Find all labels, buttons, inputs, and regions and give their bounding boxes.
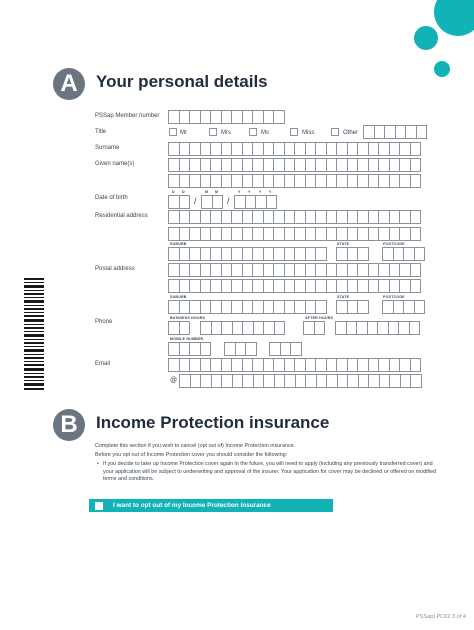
section-b-title: Income Protection insurance	[96, 413, 330, 432]
mobile-number-caption: MOBILE NUMBER	[170, 337, 204, 341]
member-number-input[interactable]	[168, 110, 285, 124]
residential-label: Residential address	[95, 213, 148, 219]
email-input-2[interactable]	[179, 374, 422, 388]
phone-after-number-input[interactable]	[335, 321, 420, 335]
dob-day-input[interactable]	[168, 195, 190, 209]
email-at-symbol: @	[170, 377, 178, 384]
section-b-bullet-mark: •	[97, 461, 99, 467]
dob-month-input[interactable]	[201, 195, 223, 209]
residential-line-2[interactable]	[168, 227, 421, 241]
opt-out-checkbox[interactable]	[95, 502, 103, 510]
title-ms-checkbox[interactable]	[249, 128, 257, 136]
member-number-label: PSSap Member number	[95, 113, 160, 119]
residential-state-caption: STATE	[337, 242, 350, 246]
postal-suburb-caption: SUBURB	[170, 295, 187, 299]
business-hours-caption: BUSINESS HOURS	[170, 316, 206, 320]
residential-line-1[interactable]	[168, 210, 421, 224]
dob-letter-d1: D	[172, 190, 175, 194]
phone-mobile-prefix-input[interactable]	[168, 342, 211, 356]
title-other-label: Other	[343, 130, 359, 136]
phone-mobile-mid-input[interactable]	[224, 342, 257, 356]
dob-separator-1: /	[194, 196, 197, 206]
title-other-checkbox[interactable]	[331, 128, 339, 136]
title-mr-label: Mr	[180, 130, 187, 136]
title-ms-label: Ms	[261, 130, 269, 136]
postal-line-2[interactable]	[168, 279, 421, 293]
surname-label: Surname	[95, 145, 120, 151]
dob-label: Date of birth	[95, 195, 128, 201]
dob-letter-m2: M	[215, 190, 219, 194]
residential-suburb-input[interactable]	[168, 247, 327, 261]
title-miss-checkbox[interactable]	[290, 128, 298, 136]
section-b-bullet-text: If you decide to take up Income Protection cover again in the future, you will need to apply (including any previously transferred cover) and your application will be subject to underwriting and approval of the insurer. Your application for cover may be declined or offered on modified terms and conditions.	[103, 461, 437, 483]
section-a-badge: A	[53, 68, 85, 100]
page-footer: PSSapLPC02 3 of 4	[415, 614, 466, 620]
section-b-badge: B	[53, 409, 85, 441]
postal-state-caption: STATE	[337, 295, 350, 299]
residential-postcode-caption: POSTCODE	[383, 242, 405, 246]
phone-business-number-input[interactable]	[200, 321, 285, 335]
after-hours-caption: AFTER HOURS	[305, 316, 334, 320]
postal-state-input[interactable]	[336, 300, 369, 314]
title-mrs-label: Mrs	[221, 130, 231, 136]
dob-letter-y1: Y	[238, 190, 241, 194]
section-b-intro: Complete this section if you wish to cancel (opt out of) Income Protection insurance.	[95, 443, 296, 449]
dob-letter-m1: M	[205, 190, 209, 194]
dob-letter-d2: D	[182, 190, 185, 194]
given-names-input-2[interactable]	[168, 174, 421, 188]
email-label: Email	[95, 361, 111, 367]
residential-state-input[interactable]	[336, 247, 369, 261]
phone-after-area-input[interactable]	[303, 321, 325, 335]
dob-letter-y4: Y	[269, 190, 272, 194]
surname-input[interactable]	[168, 142, 421, 156]
residential-suburb-caption: SUBURB	[170, 242, 187, 246]
dob-year-input[interactable]	[234, 195, 277, 209]
residential-postcode-input[interactable]	[382, 247, 425, 261]
dob-separator-2: /	[227, 196, 230, 206]
opt-out-label: I want to opt out of my Income Protection insurance	[113, 502, 271, 509]
phone-business-area-input[interactable]	[168, 321, 190, 335]
section-a-title: Your personal details	[96, 72, 268, 91]
opt-out-option[interactable]	[89, 499, 333, 512]
dob-letter-y2: Y	[248, 190, 251, 194]
postal-postcode-input[interactable]	[382, 300, 425, 314]
phone-mobile-end-input[interactable]	[269, 342, 302, 356]
postal-line-1[interactable]	[168, 263, 421, 277]
postal-label: Postal address	[95, 266, 135, 272]
title-label: Title	[95, 129, 107, 135]
section-b-consider: Before you opt out of Income Protection cover you should consider the following:	[95, 452, 288, 458]
given-names-label: Given name(s)	[95, 161, 135, 167]
email-input-1[interactable]	[168, 358, 421, 372]
postal-postcode-caption: POSTCODE	[383, 295, 405, 299]
title-other-input[interactable]	[363, 125, 427, 139]
title-miss-label: Miss	[302, 130, 315, 136]
title-mr-checkbox[interactable]	[169, 128, 177, 136]
title-mrs-checkbox[interactable]	[209, 128, 217, 136]
given-names-input-1[interactable]	[168, 158, 421, 172]
barcode	[24, 278, 44, 390]
postal-suburb-input[interactable]	[168, 300, 327, 314]
phone-label: Phone	[95, 319, 113, 325]
dob-letter-y3: Y	[259, 190, 262, 194]
